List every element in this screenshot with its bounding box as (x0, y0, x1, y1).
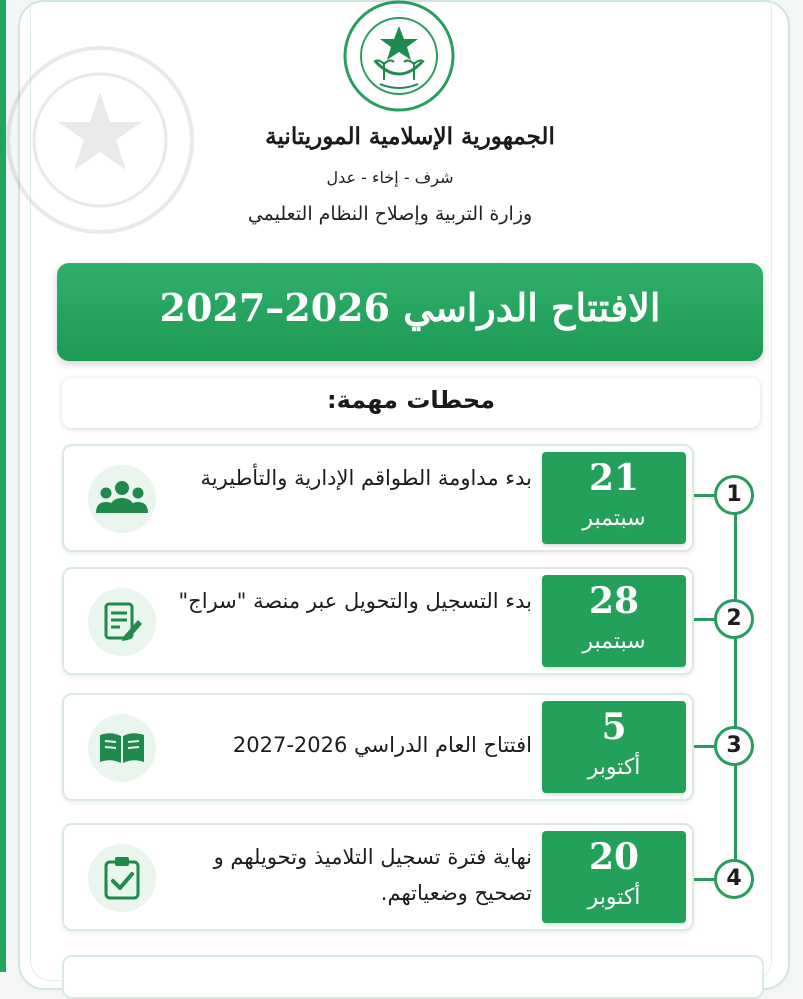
milestones-header (62, 378, 760, 428)
timeline-item (62, 567, 694, 675)
icon-badge (88, 714, 156, 782)
step-number-badge: 1 (714, 475, 754, 515)
date-day: 20 (588, 836, 640, 878)
date-box (542, 831, 686, 923)
banner-title: الافتتاح الدراسي 2026–2027 (159, 285, 661, 330)
open-book-icon (97, 730, 147, 766)
clipboard-check-icon (102, 855, 142, 901)
country-name: الجمهورية الإسلامية الموريتانية (265, 123, 555, 150)
national-seal-emblem (340, 0, 458, 114)
item-description: نهاية فترة تسجيل التلاميذ وتحويلهم و تصحيح وضعياتهم. (213, 845, 532, 905)
watermark-seal (0, 40, 200, 240)
ministry-name: وزارة التربية وإصلاح النظام التعليمي (247, 203, 533, 225)
item-description: بدء مداومة الطواقم الإدارية والتأطيرية (200, 466, 532, 490)
people-icon (95, 479, 149, 519)
date-day: 5 (601, 706, 627, 748)
date-month: أكتوبر (587, 755, 641, 780)
step-number-badge: 2 (714, 599, 754, 639)
date-month: سبتمبر (582, 506, 646, 531)
date-day: 21 (588, 457, 640, 499)
date-box (542, 575, 686, 667)
icon-badge (88, 844, 156, 912)
timeline-line (734, 493, 737, 881)
title-banner (57, 263, 763, 361)
step-number-badge: 4 (714, 859, 754, 899)
date-box (542, 701, 686, 793)
item-description: افتتاح العام الدراسي 2026-2027 (232, 733, 532, 757)
step-number-badge: 3 (714, 726, 754, 766)
national-motto: شرف - إخاء - عدل (326, 168, 454, 187)
date-month: أكتوبر (587, 885, 641, 910)
date-day: 28 (588, 580, 640, 622)
next-card-partial (62, 955, 764, 999)
timeline-item (62, 823, 694, 931)
edit-document-icon (100, 600, 144, 644)
timeline-item (62, 444, 694, 552)
date-month: سبتمبر (582, 629, 646, 654)
date-box (542, 452, 686, 544)
item-description: بدء التسجيل والتحويل عبر منصة "سراج" (178, 589, 532, 613)
icon-badge (88, 465, 156, 533)
timeline-item (62, 693, 694, 801)
milestones-label: محطات مهمة: (327, 386, 495, 414)
icon-badge (88, 588, 156, 656)
